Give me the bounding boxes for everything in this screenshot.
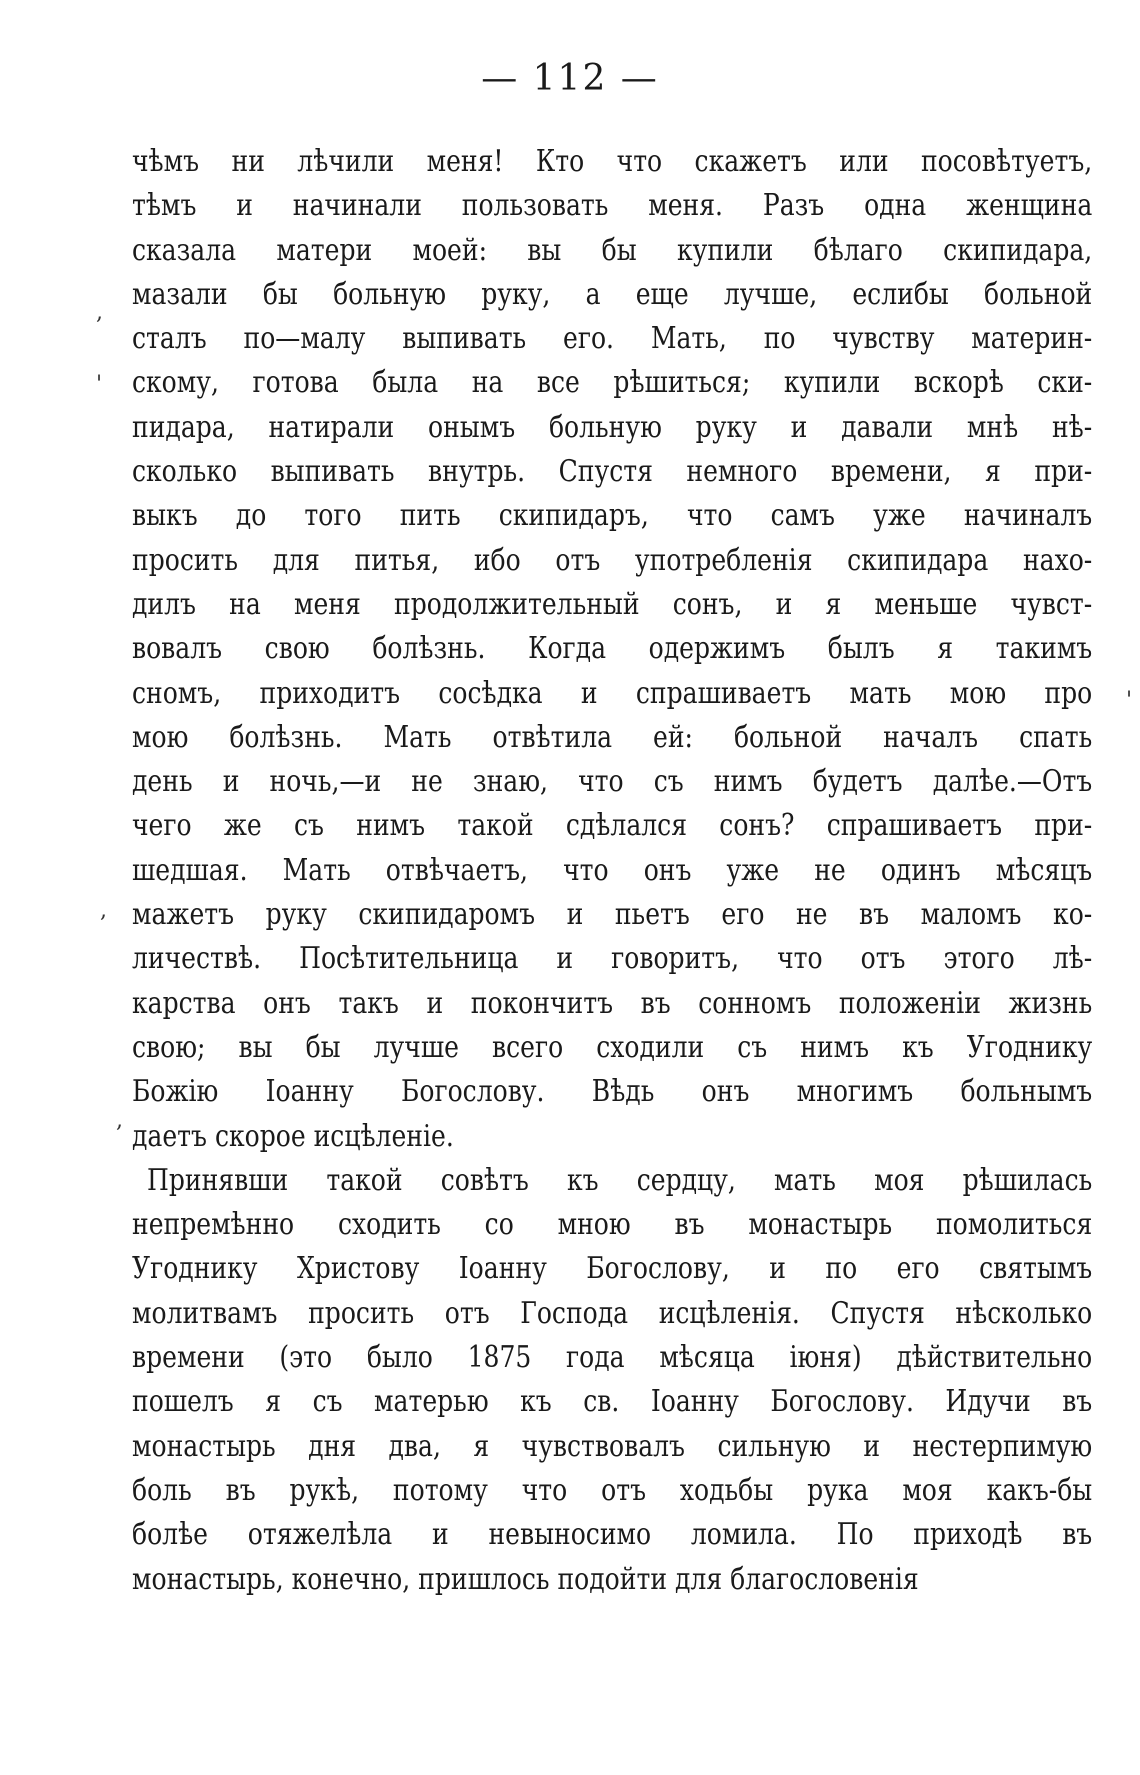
text-line: непремѣнно сходить со мною въ монастырь помолиться xyxy=(132,1207,1093,1243)
text-line: личествѣ. Посѣтительница и говоритъ, что отъ этого лѣ- xyxy=(132,941,1093,977)
text-line: мою болѣзнь. Мать отвѣтила ей: больной началъ спать xyxy=(132,719,1093,755)
text-line: боль въ рукѣ, потому что отъ ходьбы рука моя какъ-бы xyxy=(132,1472,1093,1508)
text-line: сталъ по—малу выпивать его. Мать, по чувству материн- xyxy=(132,321,1093,357)
text-line: Угоднику Христову Іоанну Богослову, и по его святымъ xyxy=(132,1251,1093,1287)
text-line: чѣмъ ни лѣчили меня! Кто что скажетъ или посовѣтуетъ, xyxy=(132,144,1093,179)
text-line: времени (это было 1875 года мѣсяца іюня) дѣйствительно xyxy=(132,1340,1093,1376)
text-line: мазали бы больную руку, а еще лучше, еслибы больной xyxy=(132,276,1093,312)
text-line: свою; вы бы лучше всего сходили съ нимъ къ Угоднику xyxy=(132,1029,1093,1065)
margin-mark: , xyxy=(96,300,103,325)
text-line: мажетъ руку скипидаромъ и пьетъ его не въ маломъ ко- xyxy=(132,897,1093,933)
text-line: пошелъ я съ матерью къ св. Іоанну Богослову. Идучи въ xyxy=(132,1384,1093,1420)
text-line: дилъ на меня продолжительный сонъ, и я меньше чувст- xyxy=(132,586,1093,622)
text-line: скому, готова была на все рѣшиться; купили вскорѣ ски- xyxy=(132,365,1093,401)
text-line: выкъ до того пить скипидаръ, что самъ уже начиналъ xyxy=(132,498,1093,534)
text-line: просить для питья, ибо отъ употребленія скипидара нахо- xyxy=(132,542,1093,578)
text-line: чего же съ нимъ такой сдѣлался сонъ? спрашиваетъ при- xyxy=(132,808,1093,844)
paragraph-2 xyxy=(132,1159,1092,1602)
text-line: болѣе отяжелѣла и невыносимо ломила. По приходѣ въ xyxy=(132,1517,1093,1553)
text-line: сказала матери моей: вы бы купили бѣлаго скипидара, xyxy=(132,232,1093,268)
text-line: Принявши такой совѣтъ къ сердцу, мать моя рѣшилась xyxy=(147,1162,1093,1198)
margin-mark: ' xyxy=(96,372,103,397)
text-line: монастырь, конечно, пришлось подойти для благословенія xyxy=(132,1561,919,1597)
body-text xyxy=(132,140,1092,1602)
text-line: Божію Іоанну Богослову. Вѣдь онъ многимъ больнымъ xyxy=(132,1074,1093,1110)
margin-mark: ' xyxy=(1126,688,1133,713)
text-line: вовалъ свою болѣзнь. Когда одержимъ былъ я такимъ xyxy=(132,631,1093,667)
text-line: сколько выпивать внутрь. Спустя немного времени, я при- xyxy=(132,454,1093,490)
text-line: пидара, натирали онымъ больную руку и давали мнѣ нѣ- xyxy=(132,409,1093,445)
margin-mark: , xyxy=(100,898,107,923)
text-line: тѣмъ и начинали пользовать меня. Разъ одна женщина xyxy=(132,188,1093,224)
paragraph-1 xyxy=(132,140,1092,1159)
margin-mark: , xyxy=(116,1108,123,1133)
text-line: шедшая. Мать отвѣчаетъ, что онъ уже не одинъ мѣсяцъ xyxy=(132,852,1093,888)
text-line: монастырь дня два, я чувствовалъ сильную и нестерпимую xyxy=(132,1428,1093,1464)
text-line: карства онъ такъ и покончитъ въ сонномъ положеніи жизнь xyxy=(132,985,1093,1021)
text-line: даетъ скорое исцѣленіе. xyxy=(132,1118,454,1154)
page-number: — 112 — xyxy=(481,58,659,99)
text-line: день и ночь,—и не знаю, что съ нимъ будетъ далѣе.—Отъ xyxy=(132,764,1093,800)
text-line: сномъ, приходитъ сосѣдка и спрашиваетъ мать мою про xyxy=(132,675,1093,711)
text-line: молитвамъ просить отъ Господа исцѣленія. Спустя нѣсколько xyxy=(132,1295,1093,1331)
